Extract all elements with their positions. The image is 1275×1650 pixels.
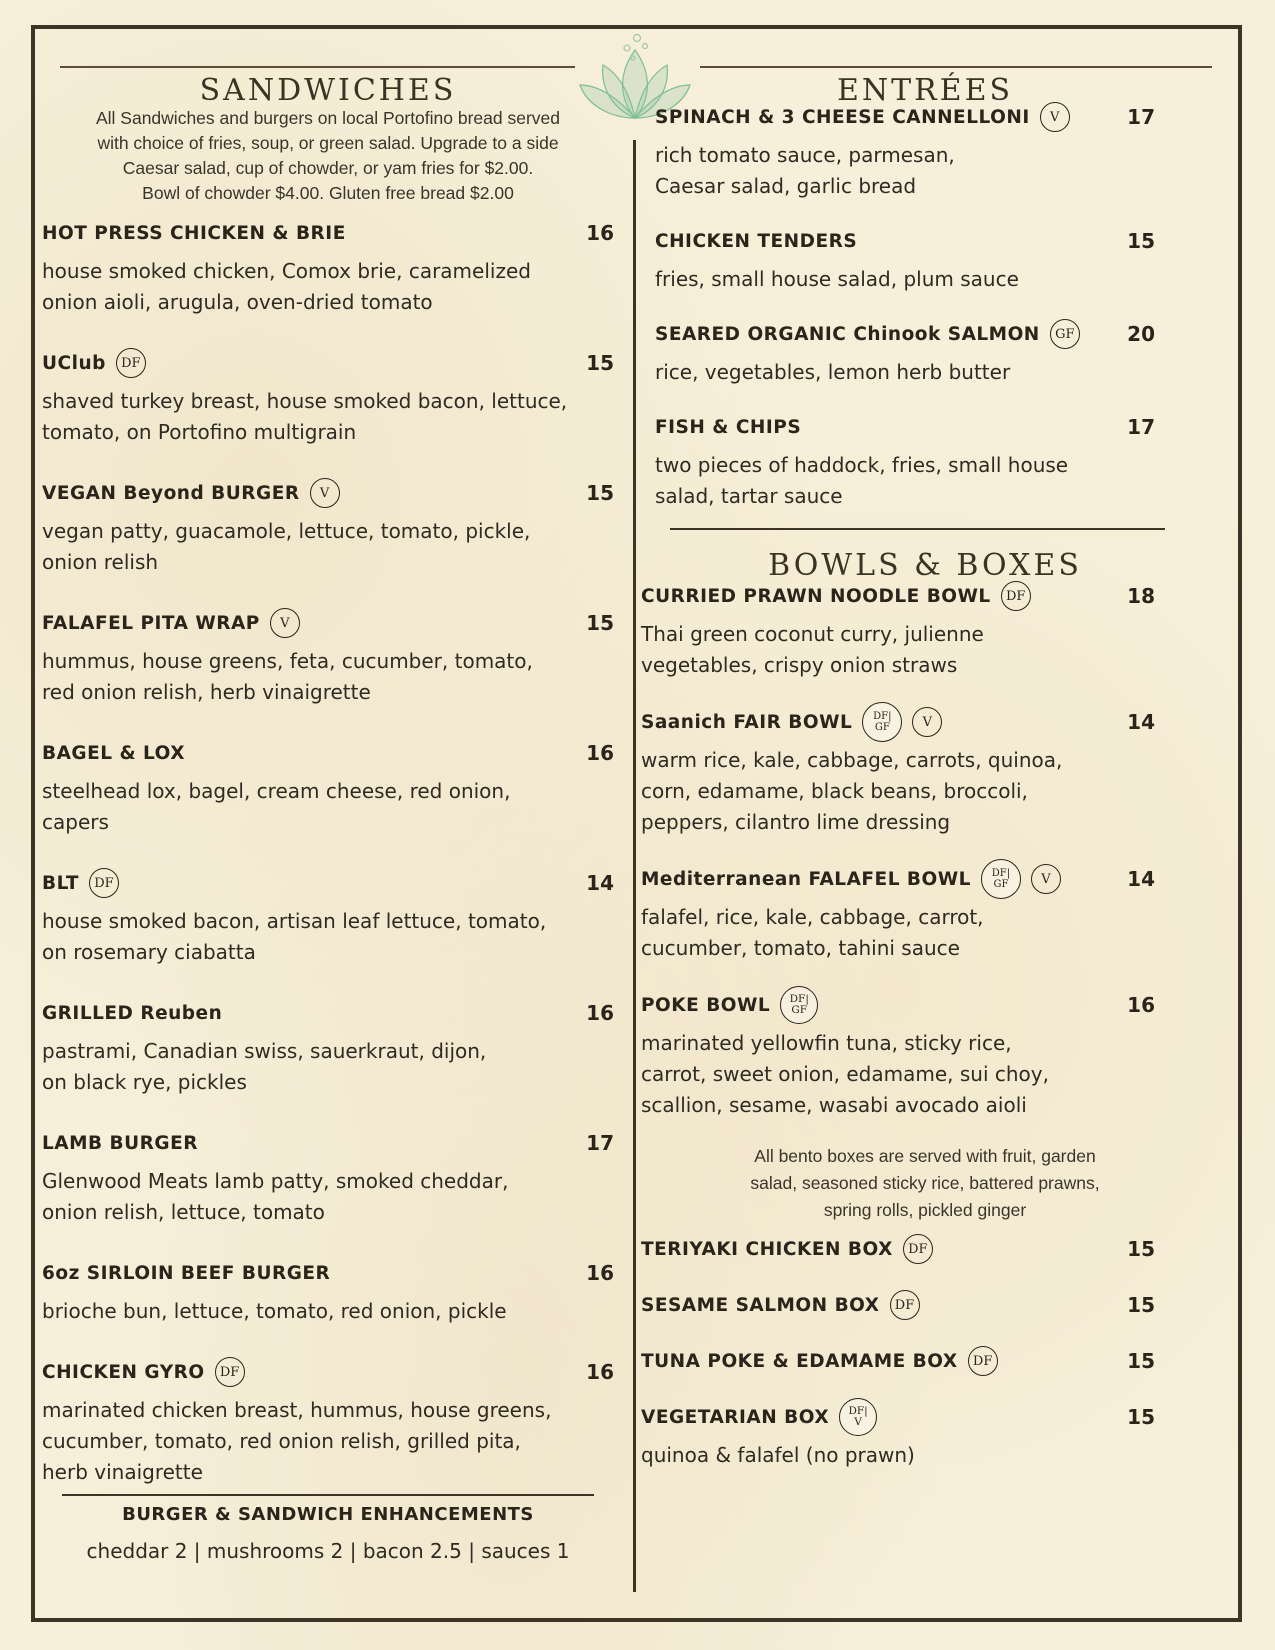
diet-badge-df-icon: DF: [89, 868, 119, 898]
item-name: POKE BOWL: [641, 994, 771, 1016]
item-price: 16: [1127, 993, 1155, 1017]
item-price: 17: [1127, 105, 1155, 129]
menu-item-vegan-beyond-burger: [42, 478, 614, 578]
item-price: 14: [1127, 710, 1155, 734]
item-name: VEGETARIAN BOX: [641, 1406, 830, 1428]
item-description: pastrami, Canadian swiss, sauerkraut, dijon, on black rye, pickles: [42, 1039, 487, 1094]
diet-badge-v-icon: V: [912, 707, 942, 737]
menu-item-lamb-burger: [42, 1128, 614, 1228]
item-description: hummus, house greens, feta, cucumber, tomato, red onion relish, herb vinaigrette: [42, 649, 533, 704]
item-price: 17: [586, 1131, 614, 1155]
diet-badge-df-icon: DF: [968, 1346, 998, 1376]
item-price: 16: [586, 221, 614, 245]
item-header: [655, 319, 1155, 349]
item-price: 14: [586, 871, 614, 895]
item-header: [641, 1234, 1155, 1264]
enhancements-title: BURGER & SANDWICH ENHANCEMENTS: [122, 1504, 534, 1525]
item-name: SPINACH & 3 CHEESE CANNELLONI: [655, 106, 1030, 128]
right-column: [641, 60, 1195, 1471]
item-header: [641, 1402, 1155, 1432]
box-list: [641, 1234, 1195, 1471]
menu-item-6oz-sirloin-beef-burger: [42, 1258, 614, 1327]
item-name: CHICKEN GYRO: [42, 1361, 205, 1383]
menu-item-poke-bowl: [641, 990, 1155, 1121]
item-description: vegan patty, guacamole, lettuce, tomato, pickle, onion relish: [42, 519, 531, 574]
bento-note: All bento boxes are served with fruit, garden salad, seasoned sticky rice, battered prawns, spring rolls, pickled ginger: [750, 1146, 1100, 1220]
item-name: FISH & CHIPS: [655, 416, 802, 438]
item-description: Thai green coconut curry, julienne vegetables, crispy onion straws: [641, 622, 984, 677]
item-description: shaved turkey breast, house smoked bacon, lettuce, tomato, on Portofino multigrain: [42, 389, 568, 444]
item-header: [655, 412, 1155, 442]
item-name: SEARED ORGANIC Chinook SALMON: [655, 323, 1040, 345]
item-description: brioche bun, lettuce, tomato, red onion, pickle: [42, 1299, 507, 1323]
item-header: [641, 990, 1155, 1020]
item-price: 15: [1127, 1349, 1155, 1373]
diet-badge-icon: DF| GF: [862, 702, 902, 742]
item-header: [42, 1357, 614, 1387]
item-header: [42, 348, 614, 378]
item-price: 16: [586, 1360, 614, 1384]
menu-item-teriyaki-chicken-box: [641, 1234, 1155, 1264]
item-description: marinated chicken breast, hummus, house greens, cucumber, tomato, red onion relish, grilled pita, herb vinaigrette: [42, 1398, 552, 1484]
item-name: HOT PRESS CHICKEN & BRIE: [42, 222, 346, 244]
item-name: Mediterranean FALAFEL BOWL: [641, 868, 971, 890]
item-header: [42, 868, 614, 898]
sandwich-list: [42, 218, 614, 1488]
column-divider: [633, 140, 636, 1592]
diet-badge-df-icon: DF: [116, 348, 146, 378]
item-description: quinoa & falafel (no prawn): [641, 1443, 915, 1467]
item-price: 16: [586, 1001, 614, 1025]
diet-badge-df-icon: DF: [890, 1290, 920, 1320]
diet-badge-df-icon: DF: [215, 1357, 245, 1387]
menu-item-spinach-3-cheese-cannelloni: [655, 102, 1155, 202]
menu-item-uclub: [42, 348, 614, 448]
diet-badge-gf-icon: GF: [1050, 319, 1080, 349]
item-price: 18: [1127, 584, 1155, 608]
menu-item-curried-prawn-noodle-bowl: [641, 581, 1155, 681]
item-description: house smoked chicken, Comox brie, caramelized onion aioli, arugula, oven-dried tomato: [42, 259, 531, 314]
item-price: 15: [1127, 1293, 1155, 1317]
item-price: 15: [1127, 229, 1155, 253]
item-price: 17: [1127, 415, 1155, 439]
item-name: UClub: [42, 352, 106, 374]
menu-item-hot-press-chicken-brie: [42, 218, 614, 318]
item-header: [655, 226, 1155, 256]
sandwiches-note: All Sandwiches and burgers on local Portofino bread served with choice of fries, soup, or green salad. Upgrade to a side Caesar salad, cup of chowder, or yam fries for $2.00. Bowl of chowder $4.00. Gluten free bread $2.00: [95, 108, 561, 203]
bowls-rule: [670, 528, 1165, 530]
menu-item-seared-organic-chinook-salmon: [655, 319, 1155, 388]
menu-item-bagel-lox: [42, 738, 614, 838]
item-header: [641, 1290, 1155, 1320]
sandwiches-section: [42, 60, 614, 1563]
item-name: 6oz SIRLOIN BEEF BURGER: [42, 1262, 331, 1284]
menu-item-chicken-tenders: [655, 226, 1155, 295]
item-name: BAGEL & LOX: [42, 742, 186, 764]
item-price: 16: [586, 741, 614, 765]
item-name: LAMB BURGER: [42, 1132, 198, 1154]
item-description: two pieces of haddock, fries, small house salad, tartar sauce: [655, 453, 1069, 508]
item-description: fries, small house salad, plum sauce: [655, 267, 1019, 291]
menu-item-chicken-gyro: [42, 1357, 614, 1488]
entree-list: [655, 102, 1195, 512]
item-name: BLT: [42, 872, 79, 894]
menu-item-falafel-pita-wrap: [42, 608, 614, 708]
item-header: [42, 478, 614, 508]
item-price: 14: [1127, 867, 1155, 891]
diet-badge-df-icon: DF: [1001, 581, 1031, 611]
diet-badge-v-icon: V: [270, 608, 300, 638]
menu-item-fish-chips: [655, 412, 1155, 512]
item-price: 15: [586, 611, 614, 635]
item-header: [641, 1346, 1155, 1376]
item-header: [641, 864, 1155, 894]
item-description: warm rice, kale, cabbage, carrots, quinoa, corn, edamame, black beans, broccoli, peppers, cilantro lime dressing: [641, 748, 1063, 834]
item-description: Glenwood Meats lamb patty, smoked cheddar, onion relish, lettuce, tomato: [42, 1169, 509, 1224]
menu-item-saanich-fair-bowl: [641, 707, 1155, 838]
enhancements-list: cheddar 2 | mushrooms 2 | bacon 2.5 | sauces 1: [86, 1539, 570, 1563]
item-description: rice, vegetables, lemon herb butter: [655, 360, 1011, 384]
item-description: steelhead lox, bagel, cream cheese, red onion, capers: [42, 779, 511, 834]
menu-item-vegetarian-box: [641, 1402, 1155, 1471]
item-name: GRILLED Reuben: [42, 1002, 223, 1024]
item-description: house smoked bacon, artisan leaf lettuce, tomato, on rosemary ciabatta: [42, 909, 547, 964]
item-name: Saanich FAIR BOWL: [641, 711, 853, 733]
item-name: VEGAN Beyond BURGER: [42, 482, 300, 504]
item-price: 16: [586, 1261, 614, 1285]
item-header: [42, 218, 614, 248]
diet-badge-icon: DF| V: [839, 1398, 877, 1436]
menu-item-sesame-salmon-box: [641, 1290, 1155, 1320]
item-price: 20: [1127, 322, 1155, 346]
item-name: SESAME SALMON BOX: [641, 1294, 880, 1316]
menu-item-blt: [42, 868, 614, 968]
bowls-title: BOWLS & BOXES: [768, 548, 1082, 583]
diet-badge-df-icon: DF: [903, 1234, 933, 1264]
item-price: 15: [586, 481, 614, 505]
menu-item-mediterranean-falafel-bowl: [641, 864, 1155, 964]
item-price: 15: [586, 351, 614, 375]
sandwiches-title: SANDWICHES: [199, 73, 457, 108]
diet-badge-v-icon: V: [1031, 864, 1061, 894]
item-header: [641, 581, 1155, 611]
item-header: [42, 998, 614, 1028]
diet-badge-icon: DF| GF: [981, 859, 1021, 899]
diet-badge-v-icon: V: [310, 478, 340, 508]
menu-item-tuna-poke-edamame-box: [641, 1346, 1155, 1376]
diet-badge-v-icon: V: [1040, 102, 1070, 132]
enhancements-rule: [62, 1494, 594, 1496]
item-name: CHICKEN TENDERS: [655, 230, 858, 252]
bowl-list: [641, 581, 1195, 1121]
item-header: [42, 738, 614, 768]
menu-item-grilled-reuben: [42, 998, 614, 1098]
entrees-title: ENTRÉES: [836, 73, 1014, 108]
item-header: [42, 608, 614, 638]
item-price: 15: [1127, 1237, 1155, 1261]
item-description: falafel, rice, kale, cabbage, carrot, cucumber, tomato, tahini sauce: [641, 905, 984, 960]
item-name: TERIYAKI CHICKEN BOX: [641, 1238, 893, 1260]
item-header: [42, 1128, 614, 1158]
diet-badge-icon: DF| GF: [780, 986, 818, 1024]
item-description: marinated yellowfin tuna, sticky rice, carrot, sweet onion, edamame, sui choy, scallion, sesame, wasabi avocado aioli: [641, 1031, 1049, 1117]
item-header: [641, 707, 1155, 737]
item-name: FALAFEL PITA WRAP: [42, 612, 260, 634]
item-name: TUNA POKE & EDAMAME BOX: [641, 1350, 958, 1372]
item-description: rich tomato sauce, parmesan, Caesar salad, garlic bread: [655, 143, 955, 198]
item-price: 15: [1127, 1405, 1155, 1429]
item-header: [655, 102, 1155, 132]
item-name: CURRIED PRAWN NOODLE BOWL: [641, 585, 991, 607]
item-header: [42, 1258, 614, 1288]
